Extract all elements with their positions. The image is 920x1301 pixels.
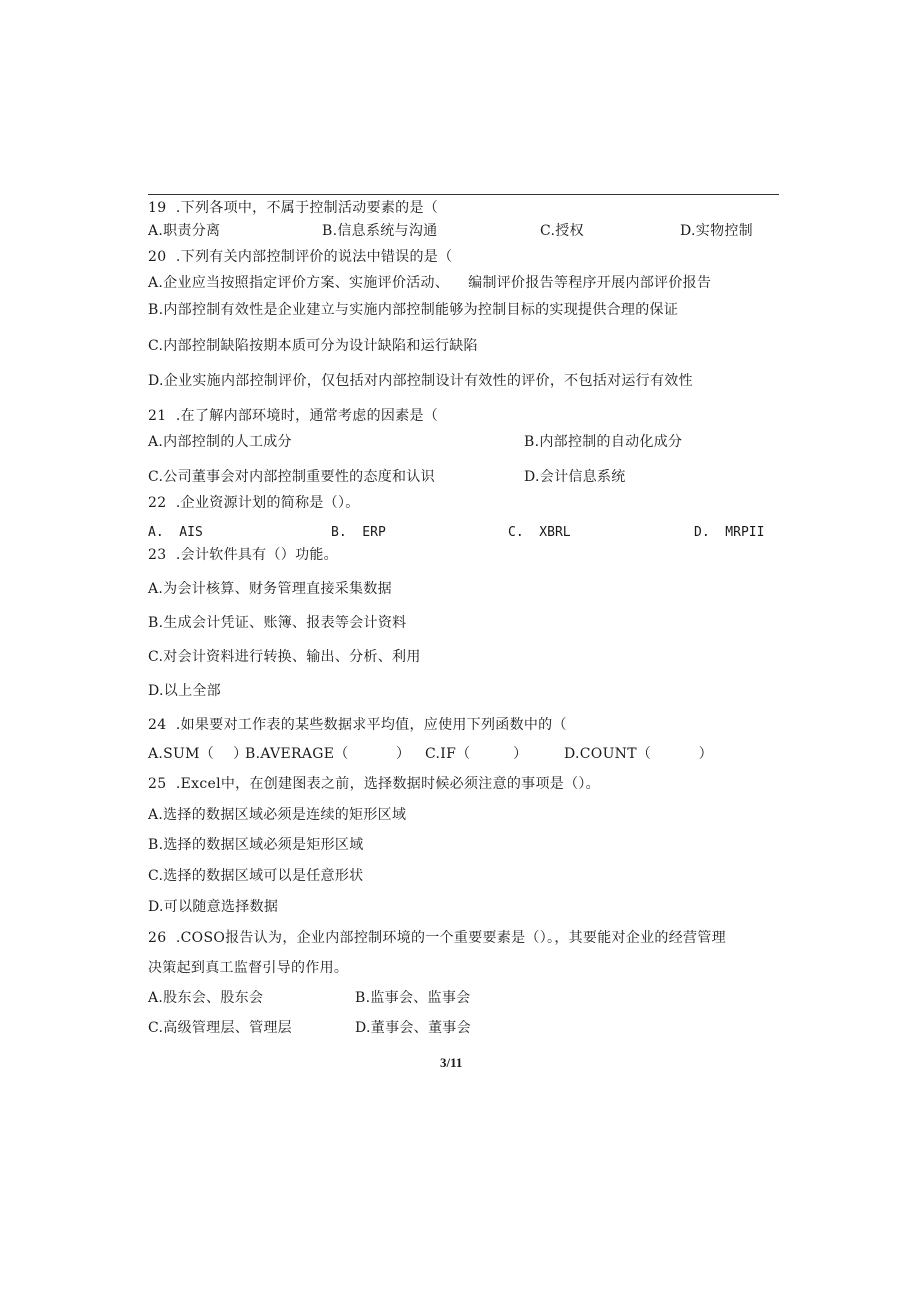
question-25-stem: 25 .Excel中，在创建图表之前，选择数据时候必须注意的事项是（）。 — [148, 776, 600, 792]
question-24-option-c: C.IF（ ） — [425, 746, 528, 762]
question-21-option-c: C.公司董事会对内部控制重要性的态度和认识 — [148, 469, 435, 485]
question-25-option-c: C.选择的数据区域可以是任意形状 — [148, 868, 364, 884]
page-number: 3/11 — [440, 1055, 463, 1070]
header-rule — [148, 194, 779, 195]
question-23-option-c: C.对会计资料进行转换、输出、分析、利用 — [148, 649, 421, 665]
question-19-option-b: B.信息系统与沟通 — [322, 223, 438, 239]
question-21-option-b: B.内部控制的自动化成分 — [524, 434, 683, 450]
question-21-stem: 21 .在了解内部环境时，通常考虑的因素是（ — [148, 408, 439, 424]
question-22-option-d: D. MRPII — [694, 525, 765, 540]
question-23-option-b: B.生成会计凭证、账簿、报表等会计资料 — [148, 615, 407, 631]
question-19-option-a: A.职责分离 — [148, 223, 221, 239]
question-24-option-d: D.COUNT（ ） — [564, 746, 713, 762]
question-23-stem: 23 .会计软件具有（）功能。 — [148, 547, 338, 563]
question-25-option-a: A.选择的数据区域必须是连续的矩形区域 — [148, 807, 407, 823]
question-19-stem: 19 .下列各项中，不属于控制活动要素的是（ — [148, 200, 439, 216]
question-25-option-b: B.选择的数据区域必须是矩形区域 — [148, 837, 364, 853]
question-23-option-d: D.以上全部 — [148, 683, 221, 699]
question-21-option-a: A.内部控制的人工成分 — [148, 434, 292, 450]
question-21-option-d: D.会计信息系统 — [524, 469, 626, 485]
question-24-stem: 24 .如果要对工作表的某些数据求平均值，应使用下列函数中的（ — [148, 717, 567, 733]
question-26-option-a: A.股东会、股东会 — [148, 990, 264, 1006]
question-22-option-b: B. ERP — [331, 525, 386, 540]
question-26-option-b: B.监事会、监事会 — [355, 990, 471, 1006]
question-20-option-c: C.内部控制缺陷按期本质可分为设计缺陷和运行缺陷 — [148, 338, 478, 354]
question-22-stem: 22 .企业资源计划的简称是（）。 — [148, 495, 360, 511]
question-20-option-b: B.内部控制有效性是企业建立与实施内部控制能够为控制目标的实现提供合理的保证 — [148, 302, 679, 318]
question-26-stem-line-1: 26 .COSO报告认为，企业内部控制环境的一个重要要素是（）。，其要能对企业的经营管理 — [148, 930, 726, 946]
question-24-option-a: A.SUM（ ） — [148, 746, 248, 762]
question-22-option-a: A. AIS — [148, 525, 203, 540]
question-26-stem-line-2: 决策起到真工监督引导的作用。 — [148, 960, 349, 976]
question-19-option-d: D.实物控制 — [680, 223, 753, 239]
question-24-option-b: B.AVERAGE（ ） — [245, 746, 411, 762]
question-23-option-a: A.为会计核算、财务管理直接采集数据 — [148, 581, 392, 597]
question-20-stem: 20 .下列有关内部控制评价的说法中错误的是（ — [148, 249, 453, 265]
question-25-option-d: D.可以随意选择数据 — [148, 899, 279, 915]
question-20-option-a: A.企业应当按照指定评价方案、实施评价活动、 编制评价报告等程序开展内部评价报告 — [148, 275, 712, 291]
question-26-option-d: D.董事会、董事会 — [355, 1020, 471, 1036]
question-19-option-c: C.授权 — [540, 223, 584, 239]
question-22-option-c: C. XBRL — [508, 525, 571, 540]
question-26-option-c: C.高级管理层、管理层 — [148, 1020, 292, 1036]
question-20-option-d: D.企业实施内部控制评价，仅包括对内部控制设计有效性的评价，不包括对运行有效性 — [148, 373, 693, 389]
